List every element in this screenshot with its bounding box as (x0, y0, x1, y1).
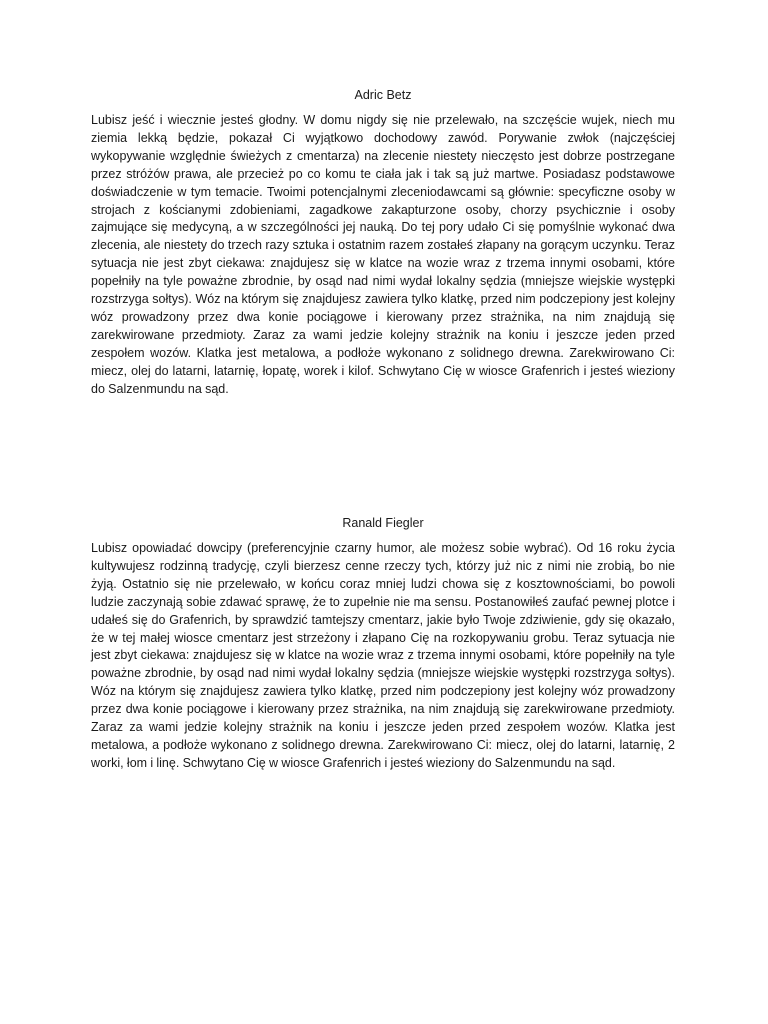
character-section-ranald-fiegler (91, 514, 675, 773)
character-section-adric-betz (91, 86, 675, 399)
character-description: Lubisz opowiadać dowcipy (preferencyjnie czarny humor, ale możesz sobie wybrać). Od 16 roku życia kultywujesz rodzinną tradycję, czyli bierzesz cenne rzeczy tych, którzy już nic z nimi nie zrobią, bo nie żyją. Ostatnio się nie przelewało, w końcu coraz mniej ludzi chowa się z kosztownościami, bo powoli ludzie zaczynają sobie zdawać sprawę, że to zupełnie nie ma sensu. Postanowiłeś zaufać pewnej plotce i udałeś się do Grafenrich, by sprawdzić tamtejszy cmentarz, jakie było Twoje zdziwienie, gdy się okazało, że w tej małej wiosce cmentarz jest strzeżony i złapano Cię na rozkopywaniu grobu. Teraz sytuacja nie jest zbyt ciekawa: znajdujesz się w klatce na wozie wraz z trzema innymi osobami, które popełniły na tyle poważne zbrodnie, by osąd nad nimi wydał lokalny sędzia (mniejsze wiejskie występki rozstrzyga sołtys). Wóz na którym się znajdujesz zawiera tylko klatkę, przed nim podczepiony jest kolejny wóz prowadzony przez dwa konie pociągowe i kierowany przez strażnika, na nim znajdują się zarekwirowane przedmioty. Zaraz za wami jedzie kolejny strażnik na koniu i jeszcze jeden przed zespołem wozów. Klatka jest metalowa, a podłoże wykonano z solidnego drewna. Zarekwirowano Ci: miecz, olej do latarni, latarnię, 2 worki, łom i linę. Schwytano Cię w wiosce Grafenrich i jesteś wieziony do Salzenmundu na sąd. (91, 541, 675, 770)
character-description: Lubisz jeść i wiecznie jesteś głodny. W domu nigdy się nie przelewało, na szczęście wujek, niech mu ziemia lekką będzie, pokazał Ci wyjątkowo dochodowy zawód. Porywanie zwłok (najczęściej wykopywanie względnie świeżych z cmentarza) na zlecenie niestety nieczęsto jest dobrze postrzegane przez stróżów prawa, ale przecież po co komu te ciała jak i tak są już martwe. Posiadasz podstawowe doświadczenie w tym temacie. Twoimi potencjalnymi zleceniodawcami są głównie: specyficzne osoby w strojach z kościanymi zdobieniami, zagadkowe zakapturzone osoby, chorzy psychicznie i osoby zajmujące się medycyną, a w szczególności jej nauką. Do tej pory udało Ci się pomyślnie wykonać dwa zlecenia, ale niestety do trzech razy sztuka i ostatnim razem zostałeś złapany na gorącym uczynku. Teraz sytuacja nie jest zbyt ciekawa: znajdujesz się w klatce na wozie wraz z trzema innymi osobami, które popełniły na tyle poważne zbrodnie, by osąd nad nimi wydał lokalny sędzia (mniejsze wiejskie występki rozstrzyga sołtys). Wóz na którym się znajdujesz zawiera tylko klatkę, przed nim podczepiony jest kolejny wóz prowadzony przez dwa konie pociągowe i kierowany przez strażnika, na nim znajdują się zarekwirowane przedmioty. Zaraz za wami jedzie kolejny strażnik na koniu i jeszcze jeden przed zespołem wozów. Klatka jest metalowa, a podłoże wykonano z solidnego drewna. Zarekwirowano Ci: miecz, olej do latarni, latarnię, łopatę, worek i kilof. Schwytano Cię w wiosce Grafenrich i jesteś wieziony do Salzenmundu na sąd. (91, 113, 675, 396)
character-title: Ranald Fiegler (342, 516, 424, 530)
character-title: Adric Betz (354, 88, 412, 102)
